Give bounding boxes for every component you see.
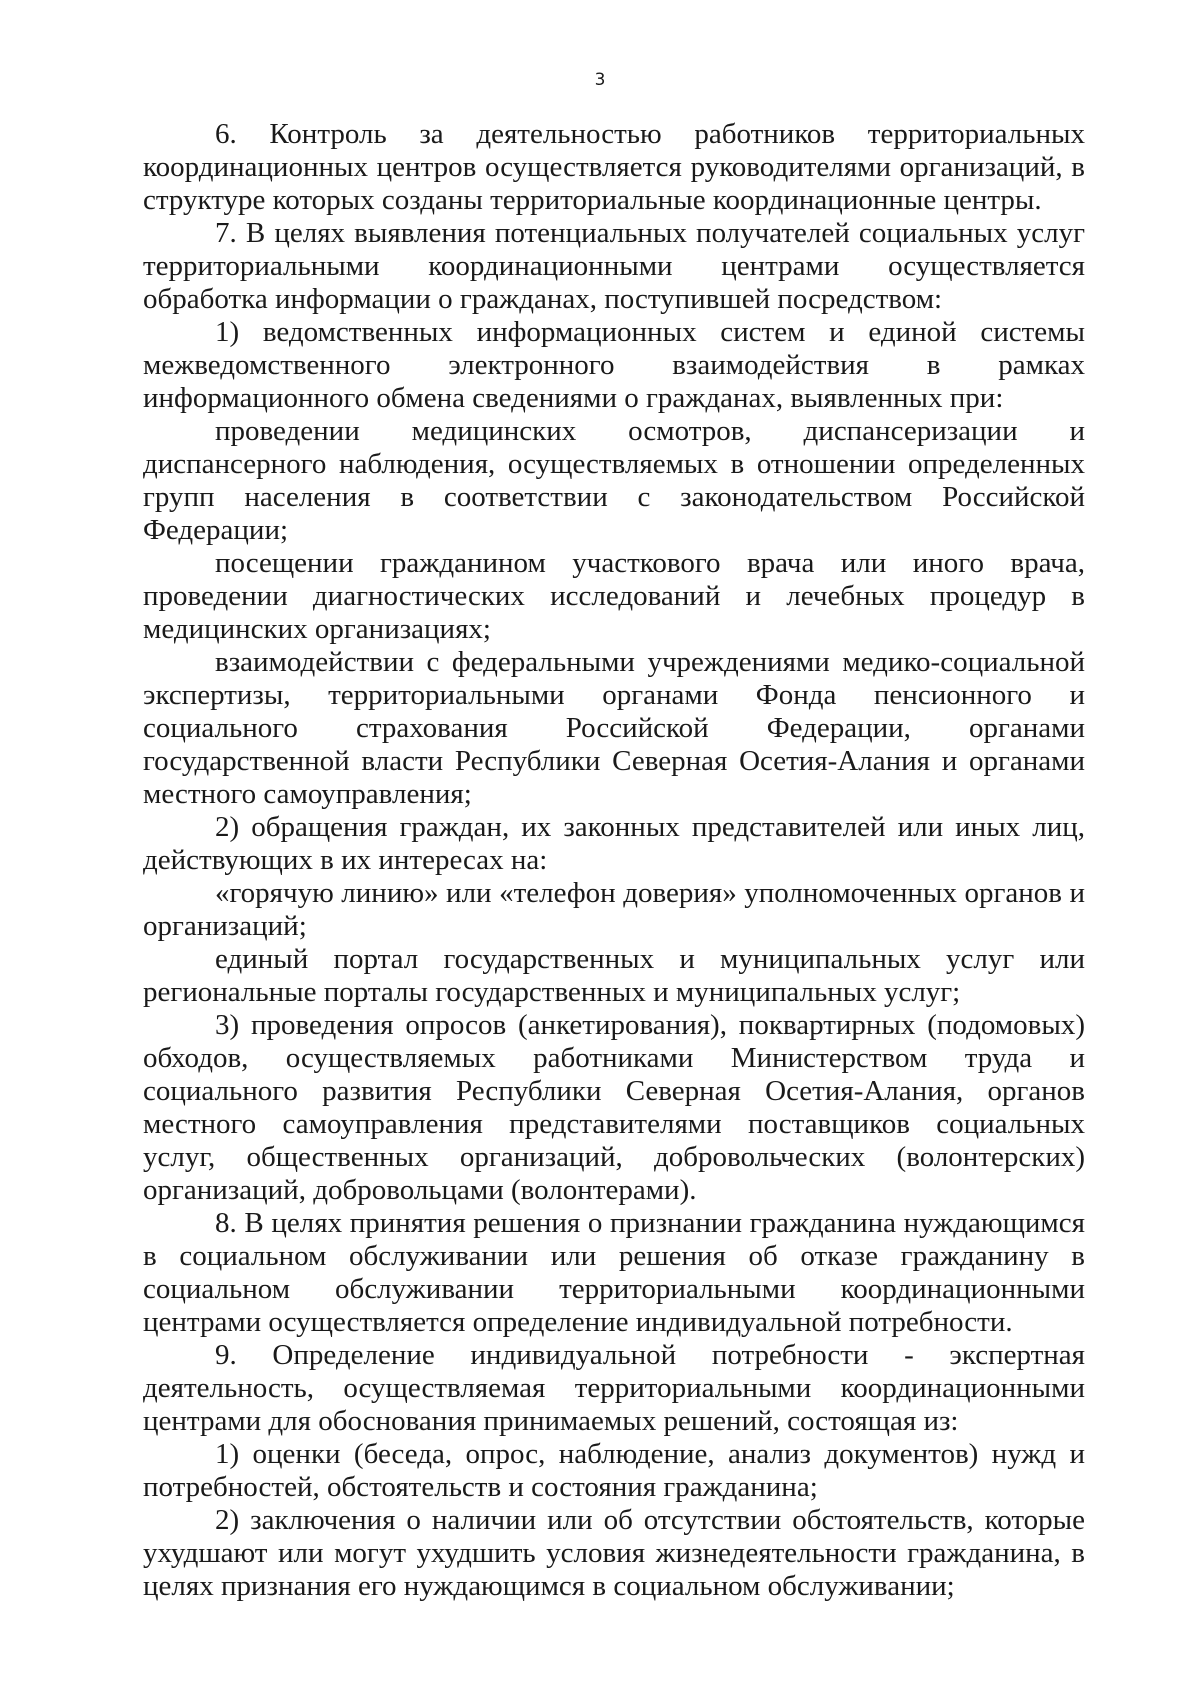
- paragraph-7-item-2: 2) обращения граждан, их законных представителей или иных лиц, действующих в их интересах на:: [143, 811, 1085, 876]
- paragraph-7-item-1-subitem-medical: проведении медицинских осмотров, диспансеризации и диспансерного наблюдения, осуществляемых в отношении определенных групп населения в соответствии с законодательством Российской Федерации;: [143, 415, 1085, 546]
- paragraph-8: 8. В целях принятия решения о признании гражданина нуждающимся в социальном обслуживании или решения об отказе гражданину в социальном обслуживании территориальными координационными центрами осуществляется определение индивидуальной потребности.: [143, 1207, 1085, 1338]
- paragraph-9-item-1: 1) оценки (беседа, опрос, наблюдение, анализ документов) нужд и потребностей, обстоятельств и состояния гражданина;: [143, 1438, 1085, 1503]
- page-number: 3: [594, 70, 606, 90]
- paragraph-6: 6. Контроль за деятельностью работников территориальных координационных центров осуществляется руководителями организаций, в структуре которых созданы территориальные координационные центры.: [143, 118, 1085, 216]
- paragraph-7: 7. В целях выявления потенциальных получателей социальных услуг территориальными координационными центрами осуществляется обработка информации о гражданах, поступившей посредством:: [143, 217, 1085, 315]
- paragraph-9-item-2: 2) заключения о наличии или об отсутствии обстоятельств, которые ухудшают или могут ухудшить условия жизнедеятельности гражданина, в целях признания его нуждающимся в социальном обслуживании;: [143, 1504, 1085, 1602]
- paragraph-7-item-3: 3) проведения опросов (анкетирования), поквартирных (подомовых) обходов, осуществляемых работниками Министерством труда и социального развития Республики Северная Осетия-Алания, органов местного самоуправления представителями поставщиков социальных услуг, общественных организаций, добровольческих (волонтерских) организаций, добровольцами (волонтерами).: [143, 1009, 1085, 1206]
- paragraph-7-item-2-subitem-hotline: «горячую линию» или «телефон доверия» уполномоченных органов и организаций;: [143, 877, 1085, 942]
- paragraph-7-item-2-subitem-portal: единый портал государственных и муниципальных услуг или региональные порталы государственных и муниципальных услуг;: [143, 943, 1085, 1008]
- document-body: [143, 118, 1085, 1603]
- paragraph-7-item-1: 1) ведомственных информационных систем и единой системы межведомственного электронного взаимодействия в рамках информационного обмена сведениями о гражданах, выявленных при:: [143, 316, 1085, 414]
- paragraph-7-item-1-subitem-interaction: взаимодействии с федеральными учреждениями медико-социальной экспертизы, территориальными органами Фонда пенсионного и социального страхования Российской Федерации, органами государственной власти Республики Северная Осетия-Алания и органами местного самоуправления;: [143, 646, 1085, 810]
- paragraph-9: 9. Определение индивидуальной потребности - экспертная деятельность, осуществляемая территориальными координационными центрами для обоснования принимаемых решений, состоящая из:: [143, 1339, 1085, 1437]
- paragraph-7-item-1-subitem-visit: посещении гражданином участкового врача или иного врача, проведении диагностических исследований и лечебных процедур в медицинских организациях;: [143, 547, 1085, 645]
